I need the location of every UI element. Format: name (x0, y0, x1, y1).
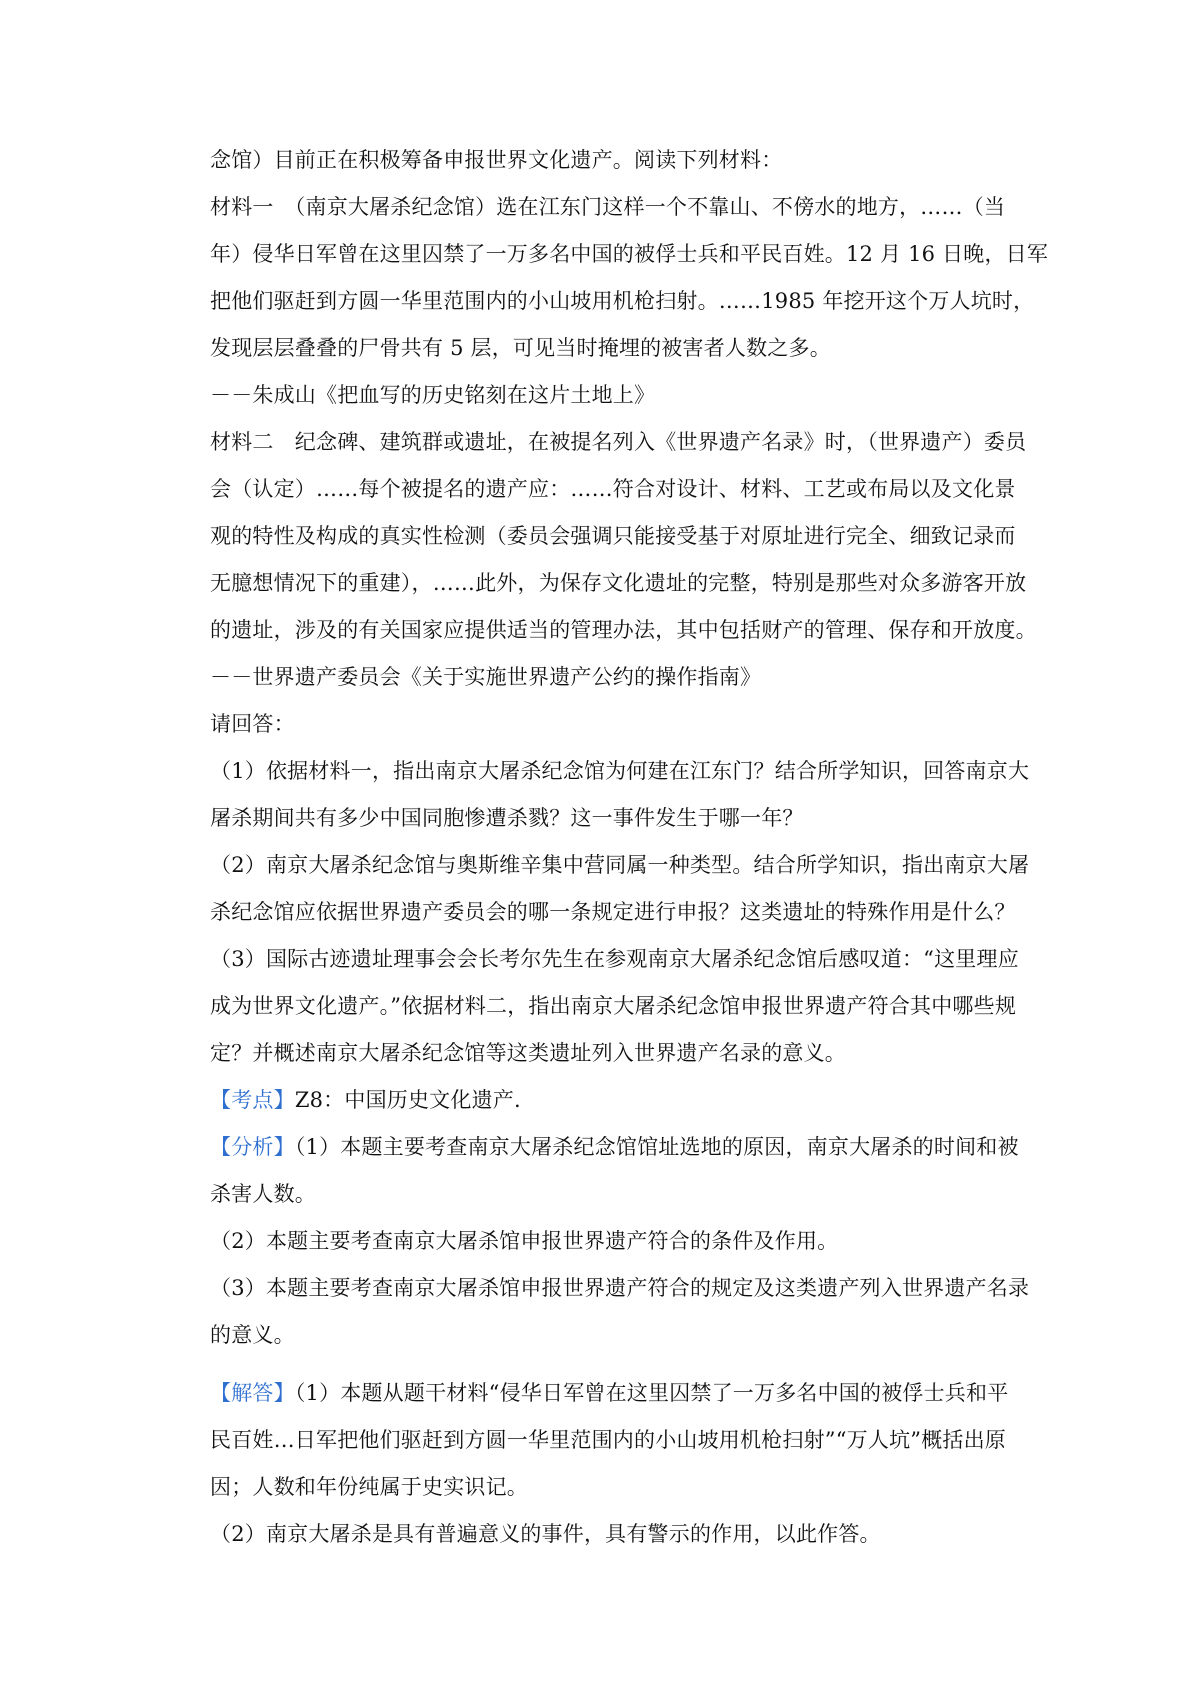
jieda-line: （2）南京大屠杀是具有普遍意义的事件，具有警示的作用，以此作答。 (210, 1522, 881, 1546)
text-line: 观的特性及构成的真实性检测（委员会强调只能接受基于对原址进行完全、细致记录而 (210, 524, 1016, 548)
jieda-text: （1）本题从题干材料“侵华日军曾在这里囚禁了一万多名中国的被俘士兵和平 (294, 1381, 1009, 1405)
question-line: 屠杀期间共有多少中国同胞惨遭杀戮？这一事件发生于哪一年？ (210, 806, 804, 830)
text-line: 年）侵华日军曾在这里囚禁了一万多名中国的被俘士兵和平民百姓。12 月 16 日晚，日军 (210, 242, 1049, 266)
jieda-tag: 【解答】 (210, 1381, 295, 1405)
text-line: 材料一 （南京大屠杀纪念馆）选在江东门这样一个不靠山、不傍水的地方，……（当 (210, 195, 1006, 219)
fenxi-tag: 【分析】 (210, 1135, 295, 1159)
jieda-line: 民百姓…日军把他们驱赶到方圆一华里范围内的小山坡用机枪扫射”“万人坑”概括出原 (210, 1428, 1007, 1452)
kaodian-tag: 【考点】 (210, 1088, 295, 1112)
text-line: 发现层层叠叠的尸骨共有 5 层，可见当时掩埋的被害者人数之多。 (210, 336, 831, 360)
fenxi-line: 的意义。 (210, 1323, 295, 1347)
question-line: （2）南京大屠杀纪念馆与奥斯维辛集中营同属一种类型。结合所学知识，指出南京大屠 (210, 853, 1030, 877)
kaodian-section (210, 1085, 1030, 1115)
text-line: 无臆想情况下的重建），……此外，为保存文化遗址的完整，特别是那些对众多游客开放 (210, 571, 1027, 595)
text-line: 材料二 纪念碑、建筑群或遗址，在被提名列入《世界遗产名录》时，（世界遗产）委员 (210, 430, 1027, 454)
question-prompt: 请回答： (210, 712, 295, 736)
fenxi-line: 杀害人数。 (210, 1182, 316, 1206)
fenxi-line: （2）本题主要考查南京大屠杀馆申报世界遗产符合的条件及作用。 (210, 1229, 839, 1253)
question-line: （1）依据材料一，指出南京大屠杀纪念馆为何建在江东门？结合所学知识，回答南京大 (210, 759, 1030, 783)
fenxi-text: （1）本题主要考查南京大屠杀纪念馆馆址选地的原因，南京大屠杀的时间和被 (294, 1135, 1019, 1159)
jieda-line: 因；人数和年份纯属于史实识记。 (210, 1475, 528, 1499)
question-line: 定？并概述南京大屠杀纪念馆等这类遗址列入世界遗产名录的意义。 (210, 1041, 846, 1065)
question-line: 杀纪念馆应依据世界遗产委员会的哪一条规定进行申报？这类遗址的特殊作用是什么？ (210, 900, 1016, 924)
kaodian-text: Z8：中国历史文化遗产. (294, 1088, 521, 1112)
fenxi-section (210, 1132, 1030, 1162)
question-line: 成为世界文化遗产。”依据材料二，指出南京大屠杀纪念馆申报世界遗产符合其中哪些规 (210, 994, 1017, 1018)
fenxi-line: （3）本题主要考查南京大屠杀馆申报世界遗产符合的规定及这类遗产列入世界遗产名录 (210, 1276, 1030, 1300)
text-line: 会（认定）……每个被提名的遗产应：……符合对设计、材料、工艺或布局以及文化景 (210, 477, 1016, 501)
jieda-section (210, 1378, 1030, 1408)
source-citation: －－朱成山《把血写的历史铭刻在这片土地上》 (210, 383, 656, 407)
text-line: 把他们驱赶到方圆一华里范围内的小山坡用机枪扫射。……1985 年挖开这个万人坑时， (210, 289, 1035, 313)
text-line: 的遗址，涉及的有关国家应提供适当的管理办法，其中包括财产的管理、保存和开放度。 (210, 618, 1037, 642)
question-line: （3）国际古迹遗址理事会会长考尔先生在参观南京大屠杀纪念馆后感叹道：“这里理应 (210, 947, 1019, 971)
text-line: 念馆）目前正在积极筹备申报世界文化遗产。阅读下列材料： (210, 148, 783, 172)
source-citation: －－世界遗产委员会《关于实施世界遗产公约的操作指南》 (210, 665, 762, 689)
